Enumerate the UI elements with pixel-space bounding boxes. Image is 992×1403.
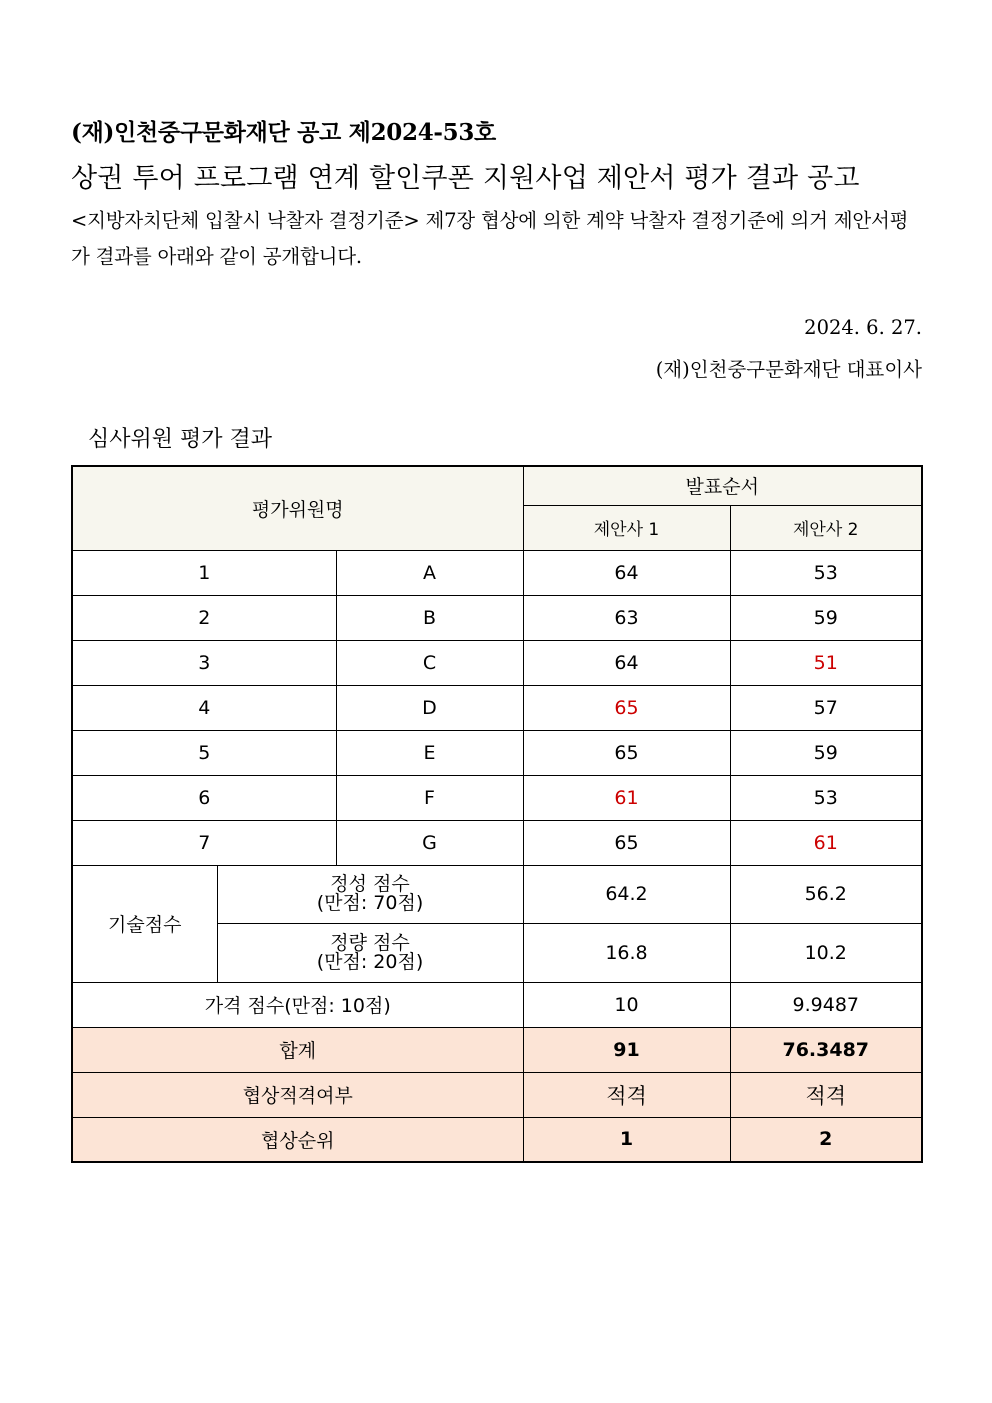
row-number: 2 (72, 595, 336, 640)
page-title: 상권 투어 프로그램 연계 할인쿠폰 지원사업 제안서 평가 결과 공고 (71, 163, 860, 194)
total-company2: 76.3487 (730, 1027, 922, 1072)
quantitative-label-line2: (만점: 20점) (316, 950, 424, 973)
table-row (72, 685, 922, 730)
rank-label: 협상순위 (72, 1117, 523, 1162)
tech-score-label: 기술점수 (72, 865, 217, 982)
price-company1: 10 (523, 982, 730, 1027)
evaluator-header: 평가위원명 (72, 466, 523, 550)
company2-score-excluded: 61 (730, 820, 922, 865)
company1-score-excluded: 61 (523, 775, 730, 820)
quantitative-label-line1: 정량 점수 (330, 931, 410, 954)
row-number: 4 (72, 685, 336, 730)
company1-score: 64 (523, 550, 730, 595)
quantitative-company2: 10.2 (730, 923, 922, 982)
evaluation-table (71, 465, 923, 1163)
eligibility-company2: 적격 (730, 1072, 922, 1117)
row-number: 3 (72, 640, 336, 685)
evaluator-name: G (336, 820, 523, 865)
qualitative-label-line2: (만점: 70점) (316, 892, 424, 914)
company1-score: 65 (523, 820, 730, 865)
quantitative-label (217, 923, 523, 982)
company1-score-excluded: 65 (523, 685, 730, 730)
evaluator-name: E (336, 730, 523, 775)
notice-date: 2024. 6. 27. (804, 316, 922, 339)
row-number: 6 (72, 775, 336, 820)
total-label: 합계 (72, 1027, 523, 1072)
evaluator-name: B (336, 595, 523, 640)
quantitative-company1: 16.8 (523, 923, 730, 982)
company2-header: 제안사 2 (730, 505, 922, 550)
company2-score-excluded: 51 (730, 640, 922, 685)
rank-row (72, 1117, 922, 1162)
company2-score: 59 (730, 730, 922, 775)
evaluator-name: D (336, 685, 523, 730)
row-number: 7 (72, 820, 336, 865)
company2-score: 59 (730, 595, 922, 640)
qualitative-company1: 64.2 (523, 865, 730, 923)
eligibility-row (72, 1072, 922, 1117)
company1-score: 65 (523, 730, 730, 775)
qualitative-label-line1: 정성 점수 (330, 873, 410, 895)
table-row (72, 820, 922, 865)
company2-score: 53 (730, 550, 922, 595)
qualitative-row (72, 865, 922, 923)
table-row (72, 640, 922, 685)
qualitative-label (217, 865, 523, 923)
rank-company1: 1 (523, 1117, 730, 1162)
row-number: 1 (72, 550, 336, 595)
rank-company2: 2 (730, 1117, 922, 1162)
price-row (72, 982, 922, 1027)
table-row (72, 595, 922, 640)
table-row (72, 730, 922, 775)
issuer: (재)인천중구문화재단 대표이사 (655, 358, 922, 381)
qualitative-company2: 56.2 (730, 865, 922, 923)
table-row (72, 550, 922, 595)
total-row (72, 1027, 922, 1072)
company2-score: 53 (730, 775, 922, 820)
section-title: 심사위원 평가 결과 (88, 427, 273, 452)
evaluator-name: C (336, 640, 523, 685)
company1-score: 63 (523, 595, 730, 640)
total-company1: 91 (523, 1027, 730, 1072)
price-company2: 9.9487 (730, 982, 922, 1027)
table-row (72, 775, 922, 820)
company1-score: 64 (523, 640, 730, 685)
notice-number: (재)인천중구문화재단 공고 제2024-53호 (71, 119, 496, 146)
order-header: 발표순서 (523, 466, 922, 505)
company1-header: 제안사 1 (523, 505, 730, 550)
evaluator-name: A (336, 550, 523, 595)
row-number: 5 (72, 730, 336, 775)
eligibility-company1: 적격 (523, 1072, 730, 1117)
eligibility-label: 협상적격여부 (72, 1072, 523, 1117)
evaluator-name: F (336, 775, 523, 820)
price-label: 가격 점수(만점: 10점) (72, 982, 523, 1027)
company2-score: 57 (730, 685, 922, 730)
intro-paragraph: <지방자치단체 입찰시 낙찰자 결정기준> 제7장 협상에 의한 계약 낙찰자 결정기준에 의거 제안서평가 결과를 아래와 같이 공개합니다. (71, 209, 909, 268)
